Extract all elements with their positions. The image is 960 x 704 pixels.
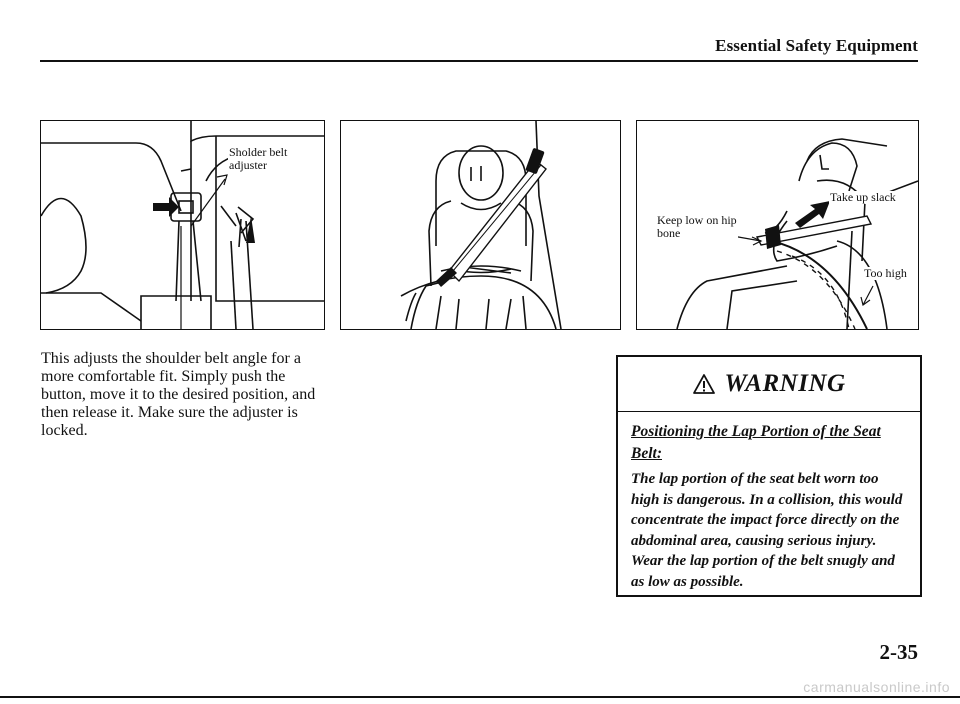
- figure-lap-belt-position: [636, 120, 919, 330]
- bottom-divider: [0, 696, 960, 698]
- seated-belt-illustration: [341, 121, 620, 329]
- warning-header: [618, 357, 920, 412]
- warning-text: The lap portion of the seat belt worn too high is dangerous. In a collision, this would concentrate the impact force directly on the abdominal area, causing serious injury. Wear the lap portion of the belt snugly and as low as possible.: [631, 471, 903, 590]
- warning-title: WARNING: [724, 370, 846, 397]
- take-up-slack-label: Take up slack: [830, 190, 896, 204]
- section-title: Essential Safety Equipment: [715, 36, 918, 55]
- warning-triangle-icon: [692, 373, 716, 395]
- adjuster-instructions: This adjusts the shoulder belt angle for a more comfortable fit. Simply push the button, move it to the desired position, and then release it. Make sure the adjuster is locked.: [41, 350, 316, 439]
- warning-subtitle: Positioning the Lap Portion of the Seat Belt:: [631, 423, 881, 462]
- adjuster-label: Sholder belt adjuster: [228, 146, 308, 172]
- header-divider: [40, 60, 918, 62]
- warning-body: [618, 412, 920, 592]
- too-high-label: Too high: [864, 266, 907, 280]
- figure-seated-belt: [340, 120, 621, 330]
- figure-shoulder-belt-adjuster: [40, 120, 325, 330]
- page-number: 2-35: [879, 640, 918, 664]
- keep-low-label: Keep low on hip bone: [657, 213, 737, 240]
- watermark: carmanualsonline.info: [803, 679, 950, 695]
- warning-box: [616, 355, 922, 597]
